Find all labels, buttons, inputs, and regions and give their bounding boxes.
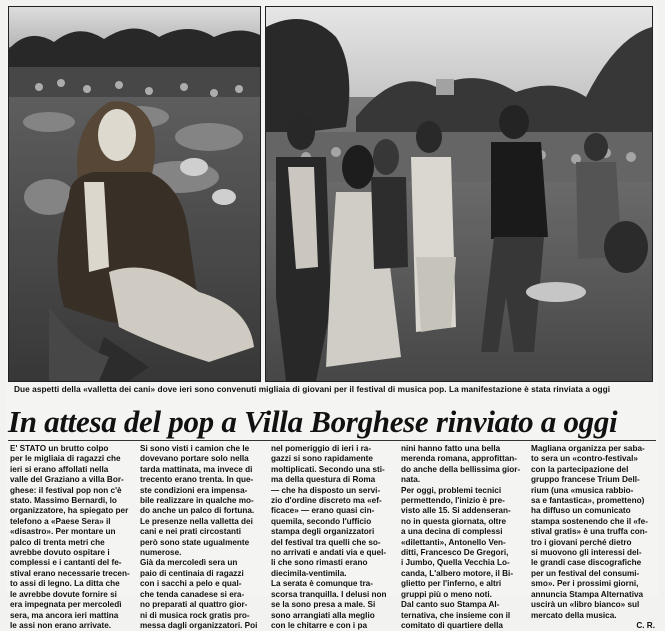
photo-standing-crowd-image bbox=[266, 7, 652, 381]
body-line: smo». Per i prossimi giorni, bbox=[531, 579, 639, 589]
body-line: no arrivati e andati via e quel- bbox=[271, 548, 387, 558]
body-line: mercato della musica. bbox=[531, 610, 617, 620]
body-line: permettendo, l'inizio è pre- bbox=[401, 496, 505, 506]
body-line: complessi e i cantanti del fe- bbox=[10, 558, 122, 568]
photo-seated-woman-image bbox=[9, 7, 260, 381]
body-line: organizzatore, ha spiegato per bbox=[10, 506, 129, 516]
body-line: ieri si erano affollati nella bbox=[10, 464, 109, 474]
body-line: trecento erano trenta. In que- bbox=[140, 475, 254, 485]
body-line: li che sono rimasti erano bbox=[271, 558, 368, 568]
body-line: ghese: il festival pop non c'è bbox=[10, 485, 122, 495]
body-line: sa e fantastica», prometteno) bbox=[531, 496, 645, 506]
body-line: stampa sostenendo che il «fe- bbox=[531, 516, 648, 526]
body-line: stato. Massimo Bernardi, lo bbox=[10, 496, 117, 506]
body-line: no in questa giornata, oltre bbox=[401, 516, 507, 526]
body-line: messa dagli organizzatori. Poi bbox=[140, 620, 258, 630]
body-line: per le migliaia di ragazzi che bbox=[10, 454, 121, 464]
body-line: Le presenze nella valletta dei bbox=[140, 516, 253, 526]
body-line: per un festival del consumi- bbox=[531, 568, 640, 578]
body-line: gruppo francese Trium Dell- bbox=[531, 475, 640, 485]
body-line: scorsa tranquilla. I delusi non bbox=[271, 589, 387, 599]
body-line: numerose. bbox=[140, 548, 182, 558]
body-line: «disastro». Per montare un bbox=[10, 527, 116, 537]
body-line: Dal canto suo Stampa Al- bbox=[401, 600, 500, 610]
body-line: le avrebbe dovute fornire si bbox=[10, 589, 117, 599]
body-line: stampa degli organizzatori bbox=[271, 527, 375, 537]
body-line: Si sono visti i camion che le bbox=[140, 444, 250, 453]
body-line: to assi di legno. La ditta che bbox=[10, 579, 120, 589]
body-line: tarda mattinata, ma invece di bbox=[140, 464, 253, 474]
body-line: visto alle 15. Si addenseran- bbox=[401, 506, 511, 516]
body-line: cani e nei prati circostanti bbox=[140, 527, 242, 537]
body-line: Magliana organizza per saba- bbox=[531, 444, 645, 453]
body-line: rium (una «musica rabbio- bbox=[531, 485, 634, 495]
body-line: con le chitarre e con i pa bbox=[271, 620, 368, 630]
body-line: nata. bbox=[401, 475, 421, 485]
body-line: con i sacchi a pelo e qual- bbox=[140, 579, 242, 589]
body-line: palco di trenta metri che bbox=[10, 537, 105, 547]
body-line: diecimila-ventimila. bbox=[271, 568, 347, 578]
body-line: però sono state ugualmente bbox=[140, 537, 250, 547]
article-column-5 bbox=[531, 444, 655, 630]
body-line: uscirà un «libro bianco» sul bbox=[531, 600, 640, 610]
body-line: do anche un palco di fortuna. bbox=[140, 506, 255, 516]
body-line: ste condizioni era impensa- bbox=[140, 485, 248, 495]
body-line: valle del Graziano a villa Bor- bbox=[10, 475, 124, 485]
body-line: nel pomeriggio di ieri i ra- bbox=[271, 444, 372, 453]
article-column-2 bbox=[140, 444, 262, 630]
body-line: ficace» — erano quasi cin- bbox=[271, 506, 375, 516]
body-line: do anche della bellissima gior- bbox=[401, 464, 521, 474]
body-line: ni di musica rock gratis pro- bbox=[140, 610, 250, 620]
body-line: ha diffuso un comunicato bbox=[531, 506, 631, 516]
body-line: moltiplicati. Secondo una sti- bbox=[271, 464, 385, 474]
headline-divider bbox=[8, 440, 656, 441]
body-line: sera, ma ancora ieri mattina bbox=[10, 610, 119, 620]
article-column-1 bbox=[10, 444, 132, 630]
body-line: bile realizzare in qualche mo- bbox=[140, 496, 254, 506]
body-line: stival gratis» è una truffa con- bbox=[531, 527, 648, 537]
body-line: le assi non erano arrivate. bbox=[10, 620, 112, 630]
author-initials: C. R. bbox=[636, 620, 655, 630]
body-line: nini hanno fatto una bella bbox=[401, 444, 501, 453]
body-line: ternativa, che insieme con il bbox=[401, 610, 511, 620]
body-line: merenda romana, approfittan- bbox=[401, 454, 518, 464]
body-line: dovevano portare solo nella bbox=[140, 454, 249, 464]
body-line: ditti, Francesco De Gregori, bbox=[401, 548, 509, 558]
body-line: annuncia Stampa Alternativa bbox=[531, 589, 644, 599]
body-line: avrebbe dovuto ospitare i bbox=[10, 548, 110, 558]
body-line: sono arrangiati alla meglio bbox=[271, 610, 375, 620]
body-line: del festival tra quelli che so- bbox=[271, 537, 381, 547]
body-line: canda, L'albero motore, il Bi- bbox=[401, 568, 514, 578]
body-line: telefono a «Paese Sera» il bbox=[10, 516, 111, 526]
body-line: La serata è comunque tra- bbox=[271, 579, 373, 589]
photo-standing-crowd bbox=[265, 6, 653, 382]
photo-seated-woman bbox=[8, 6, 261, 382]
body-line: che tenda canadese si era- bbox=[140, 589, 245, 599]
body-line: era impegnata per mercoledì bbox=[10, 600, 122, 610]
body-line: E' STATO un brutto colpo bbox=[10, 444, 109, 453]
photo-caption: Due aspetti della «valletta dei cani» dove ieri sono convenuti migliaia di giovani per il festival di musica pop. La manifestazione è stata rinviata a oggi bbox=[14, 384, 611, 394]
body-line: paio di centinaia di ragazzi bbox=[140, 568, 244, 578]
body-line: glietto per l'inferno, e altri bbox=[401, 579, 502, 589]
body-line: quemila, secondo l'ufficio bbox=[271, 516, 372, 526]
body-line: comitato di quartiere della bbox=[401, 620, 503, 630]
article-headline: In attesa del pop a Villa Borghese rinviato a oggi bbox=[8, 404, 618, 439]
body-line: stival erano necessarie trecen- bbox=[10, 568, 130, 578]
body-line: no preparati al quattro gior- bbox=[140, 600, 248, 610]
body-line: tro i giovani perché dietro bbox=[531, 537, 632, 547]
body-line: — che ha disposto un servi- bbox=[271, 485, 381, 495]
body-line: «dilettanti», Antonello Ven- bbox=[401, 537, 506, 547]
body-line: se la sono presa a male. Si bbox=[271, 600, 376, 610]
body-line: si muovono gli interessi del- bbox=[531, 548, 642, 558]
body-line: gruppi più o meno noti. bbox=[401, 589, 492, 599]
body-line: Già da mercoledì sera un bbox=[140, 558, 238, 568]
body-line: le grandi case discografiche bbox=[531, 558, 642, 568]
body-line: to sera un «contro-festival» bbox=[531, 454, 638, 464]
body-line: con la partecipazione del bbox=[531, 464, 629, 474]
body-line: gazzi si sono rapidamente bbox=[271, 454, 373, 464]
body-line: Per oggi, problemi tecnici bbox=[401, 485, 502, 495]
article-body bbox=[10, 444, 656, 630]
body-line: a una decina di complessi bbox=[401, 527, 503, 537]
article-column-4 bbox=[401, 444, 523, 630]
article-column-3 bbox=[271, 444, 393, 630]
body-line: i Jumbo, Quella Vecchia Lo- bbox=[401, 558, 510, 568]
body-line: zio d'ordine discreto ma «ef- bbox=[271, 496, 382, 506]
body-line: ma della questura di Roma bbox=[271, 475, 376, 485]
